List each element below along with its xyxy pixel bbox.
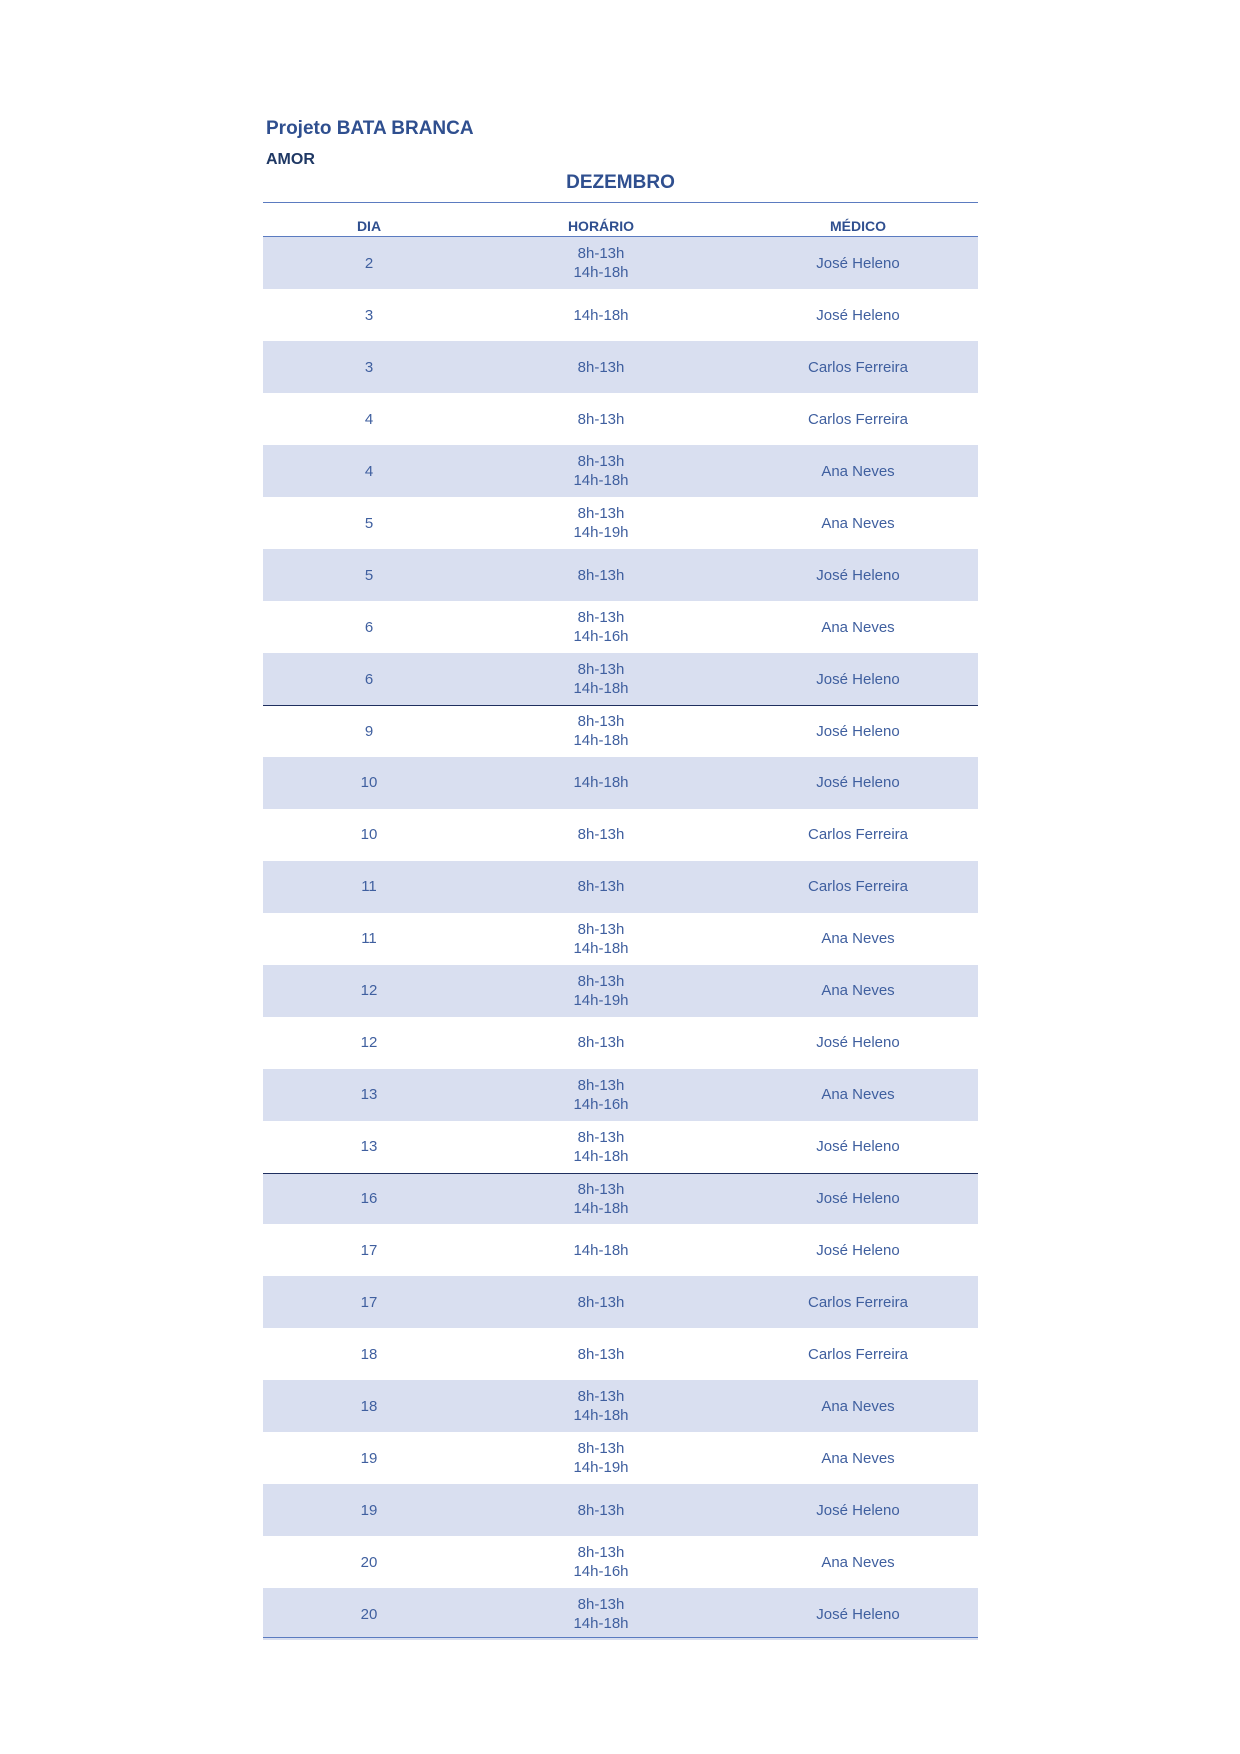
hours-line: 8h-13h bbox=[577, 566, 625, 584]
cell-day: 17 bbox=[360, 1293, 378, 1311]
document-title: Projeto BATA BRANCA bbox=[266, 118, 474, 139]
cell-hours bbox=[501, 653, 701, 705]
cell-hours bbox=[501, 549, 701, 601]
hours-line: 8h-13h bbox=[577, 609, 625, 626]
cell-day: 3 bbox=[364, 306, 374, 324]
cell-hours bbox=[501, 1121, 701, 1173]
hours-line: 8h-13h bbox=[577, 826, 625, 843]
table-row bbox=[263, 1121, 978, 1173]
cell-hours bbox=[501, 861, 701, 913]
cell-hours bbox=[501, 965, 701, 1017]
hours-line: 14h-16h bbox=[573, 1095, 629, 1113]
hours-line: 8h-13h bbox=[577, 505, 625, 522]
cell-day: 20 bbox=[360, 1605, 378, 1623]
cell-hours bbox=[501, 1432, 701, 1484]
table-row bbox=[263, 1224, 978, 1276]
cell-hours bbox=[501, 1069, 701, 1121]
cell-doctor: José Heleno bbox=[816, 1138, 900, 1155]
cell-day: 5 bbox=[364, 566, 374, 584]
cell-doctor: Ana Neves bbox=[821, 1397, 895, 1415]
table-row bbox=[263, 653, 978, 705]
table-header bbox=[263, 218, 978, 236]
hours-line: 8h-13h bbox=[577, 1128, 625, 1146]
table-row bbox=[263, 393, 978, 445]
cell-day: 12 bbox=[360, 982, 378, 999]
hours-line: 14h-19h bbox=[573, 991, 629, 1009]
table-row bbox=[263, 757, 978, 809]
hours-line: 8h-13h bbox=[577, 410, 625, 428]
cell-hours bbox=[501, 757, 701, 809]
cell-day: 11 bbox=[361, 878, 377, 895]
cell-hours bbox=[501, 497, 701, 549]
table-row bbox=[263, 1276, 978, 1328]
hours-line: 8h-13h bbox=[577, 1440, 625, 1457]
cell-hours bbox=[501, 445, 701, 497]
cell-doctor: Ana Neves bbox=[821, 1449, 895, 1467]
cell-doctor: Carlos Ferreira bbox=[807, 1293, 909, 1311]
hours-line: 8h-13h bbox=[577, 1388, 625, 1405]
cell-doctor: José Heleno bbox=[816, 1501, 900, 1519]
cell-doctor: José Heleno bbox=[816, 722, 900, 740]
table-top-rule bbox=[263, 202, 978, 203]
cell-doctor: José Heleno bbox=[816, 774, 900, 791]
table-row bbox=[263, 1173, 978, 1225]
hours-line: 8h-13h bbox=[577, 1345, 625, 1363]
table-row bbox=[263, 341, 978, 393]
cell-day: 10 bbox=[360, 826, 378, 843]
cell-doctor: José Heleno bbox=[816, 1241, 900, 1259]
cell-doctor: José Heleno bbox=[816, 306, 900, 324]
cell-doctor: Carlos Ferreira bbox=[807, 358, 909, 376]
hours-line: 8h-13h bbox=[577, 245, 625, 262]
cell-day: 6 bbox=[364, 618, 374, 636]
table-row bbox=[263, 1017, 978, 1069]
cell-hours bbox=[501, 237, 701, 289]
hours-line: 8h-13h bbox=[577, 1034, 625, 1051]
cell-hours bbox=[501, 1174, 701, 1225]
cell-hours bbox=[501, 706, 701, 757]
cell-day: 3 bbox=[364, 358, 374, 376]
hours-line: 14h-18h bbox=[573, 306, 629, 324]
table-row bbox=[263, 1069, 978, 1121]
hours-line: 14h-18h bbox=[573, 1407, 629, 1424]
cell-doctor: Carlos Ferreira bbox=[807, 410, 909, 428]
table-row bbox=[263, 1432, 978, 1484]
document-subtitle: AMOR bbox=[266, 151, 315, 168]
cell-day: 19 bbox=[360, 1501, 378, 1519]
cell-day: 10 bbox=[360, 774, 378, 791]
hours-line: 8h-13h bbox=[577, 453, 625, 470]
hours-line: 14h-18h bbox=[573, 732, 629, 750]
cell-doctor: Ana Neves bbox=[821, 930, 895, 947]
header-day: DIA bbox=[356, 218, 382, 234]
table-row bbox=[263, 497, 978, 549]
header-doctor: MÉDICO bbox=[830, 218, 886, 234]
hours-line: 8h-13h bbox=[577, 878, 625, 895]
cell-hours bbox=[501, 1484, 701, 1536]
hours-line: 14h-18h bbox=[573, 1615, 629, 1632]
hours-line: 14h-18h bbox=[573, 1241, 629, 1259]
hours-line: 14h-19h bbox=[573, 524, 629, 541]
cell-doctor: Ana Neves bbox=[821, 514, 895, 532]
cell-hours bbox=[501, 1536, 701, 1588]
cell-doctor: José Heleno bbox=[816, 1190, 900, 1208]
cell-day: 4 bbox=[364, 410, 374, 428]
cell-doctor: José Heleno bbox=[816, 1034, 900, 1051]
header-hours: HORÁRIO bbox=[567, 218, 635, 234]
hours-line: 14h-16h bbox=[573, 628, 629, 645]
hours-line: 14h-18h bbox=[573, 1199, 629, 1217]
cell-day: 12 bbox=[360, 1034, 378, 1051]
hours-line: 8h-13h bbox=[577, 1076, 625, 1094]
cell-doctor: Ana Neves bbox=[821, 1086, 895, 1103]
hours-line: 14h-19h bbox=[573, 1459, 629, 1476]
cell-hours bbox=[501, 393, 701, 445]
hours-line: 8h-13h bbox=[577, 358, 625, 376]
hours-line: 14h-18h bbox=[573, 264, 629, 281]
hours-line: 8h-13h bbox=[577, 1544, 625, 1561]
table-body bbox=[263, 237, 978, 1640]
table-row bbox=[263, 809, 978, 861]
cell-day: 20 bbox=[360, 1553, 378, 1571]
table-row bbox=[263, 1536, 978, 1588]
cell-hours bbox=[501, 1017, 701, 1069]
cell-day: 18 bbox=[360, 1345, 378, 1363]
hours-line: 14h-16h bbox=[573, 1563, 629, 1580]
cell-doctor: José Heleno bbox=[816, 670, 900, 688]
cell-doctor: Ana Neves bbox=[821, 982, 895, 999]
cell-day: 18 bbox=[360, 1397, 378, 1415]
hours-line: 8h-13h bbox=[577, 1180, 625, 1198]
table-bottom-rule bbox=[263, 1637, 978, 1638]
cell-day: 17 bbox=[360, 1241, 378, 1259]
hours-line: 8h-13h bbox=[577, 1596, 625, 1613]
hours-line: 14h-18h bbox=[573, 939, 629, 957]
cell-doctor: José Heleno bbox=[816, 254, 900, 272]
cell-doctor: Carlos Ferreira bbox=[807, 826, 909, 843]
cell-doctor: Carlos Ferreira bbox=[807, 1345, 909, 1363]
table-row bbox=[263, 965, 978, 1017]
cell-doctor: José Heleno bbox=[816, 1605, 900, 1623]
cell-hours bbox=[501, 341, 701, 393]
cell-doctor: José Heleno bbox=[816, 566, 900, 584]
table-row bbox=[263, 601, 978, 653]
table-row bbox=[263, 705, 978, 757]
cell-doctor: Ana Neves bbox=[821, 462, 895, 480]
hours-line: 8h-13h bbox=[577, 1501, 625, 1519]
hours-line: 14h-18h bbox=[573, 472, 629, 489]
table-row bbox=[263, 1328, 978, 1380]
cell-day: 19 bbox=[360, 1449, 378, 1467]
table-row bbox=[263, 445, 978, 497]
hours-line: 14h-18h bbox=[573, 1147, 629, 1165]
cell-hours bbox=[501, 809, 701, 861]
cell-doctor: Ana Neves bbox=[821, 618, 895, 636]
cell-day: 16 bbox=[360, 1190, 378, 1208]
hours-line: 8h-13h bbox=[577, 1293, 625, 1311]
table-row bbox=[263, 237, 978, 289]
table-row bbox=[263, 1588, 978, 1640]
cell-doctor: Ana Neves bbox=[821, 1553, 895, 1571]
table-row bbox=[263, 1484, 978, 1536]
cell-day: 13 bbox=[360, 1138, 378, 1155]
cell-day: 9 bbox=[364, 722, 374, 740]
hours-line: 14h-18h bbox=[573, 680, 629, 697]
cell-hours bbox=[501, 601, 701, 653]
table-row bbox=[263, 1380, 978, 1432]
cell-day: 4 bbox=[364, 462, 374, 480]
table-row bbox=[263, 913, 978, 965]
table-row bbox=[263, 549, 978, 601]
cell-hours bbox=[501, 1224, 701, 1276]
cell-hours bbox=[501, 289, 701, 341]
cell-day: 2 bbox=[364, 254, 374, 272]
table-row bbox=[263, 289, 978, 341]
month-heading: DEZEMBRO bbox=[566, 172, 675, 193]
cell-hours bbox=[501, 1276, 701, 1328]
hours-line: 14h-18h bbox=[573, 774, 629, 791]
cell-day: 11 bbox=[361, 930, 377, 947]
cell-day: 6 bbox=[364, 670, 374, 688]
cell-hours bbox=[501, 1588, 701, 1640]
hours-line: 8h-13h bbox=[577, 661, 625, 678]
hours-line: 8h-13h bbox=[577, 713, 625, 731]
table-row bbox=[263, 861, 978, 913]
cell-hours bbox=[501, 1328, 701, 1380]
cell-day: 13 bbox=[360, 1086, 378, 1103]
cell-day: 5 bbox=[364, 514, 374, 532]
hours-line: 8h-13h bbox=[577, 972, 625, 990]
cell-hours bbox=[501, 913, 701, 965]
cell-doctor: Carlos Ferreira bbox=[807, 878, 909, 895]
hours-line: 8h-13h bbox=[577, 920, 625, 938]
cell-hours bbox=[501, 1380, 701, 1432]
